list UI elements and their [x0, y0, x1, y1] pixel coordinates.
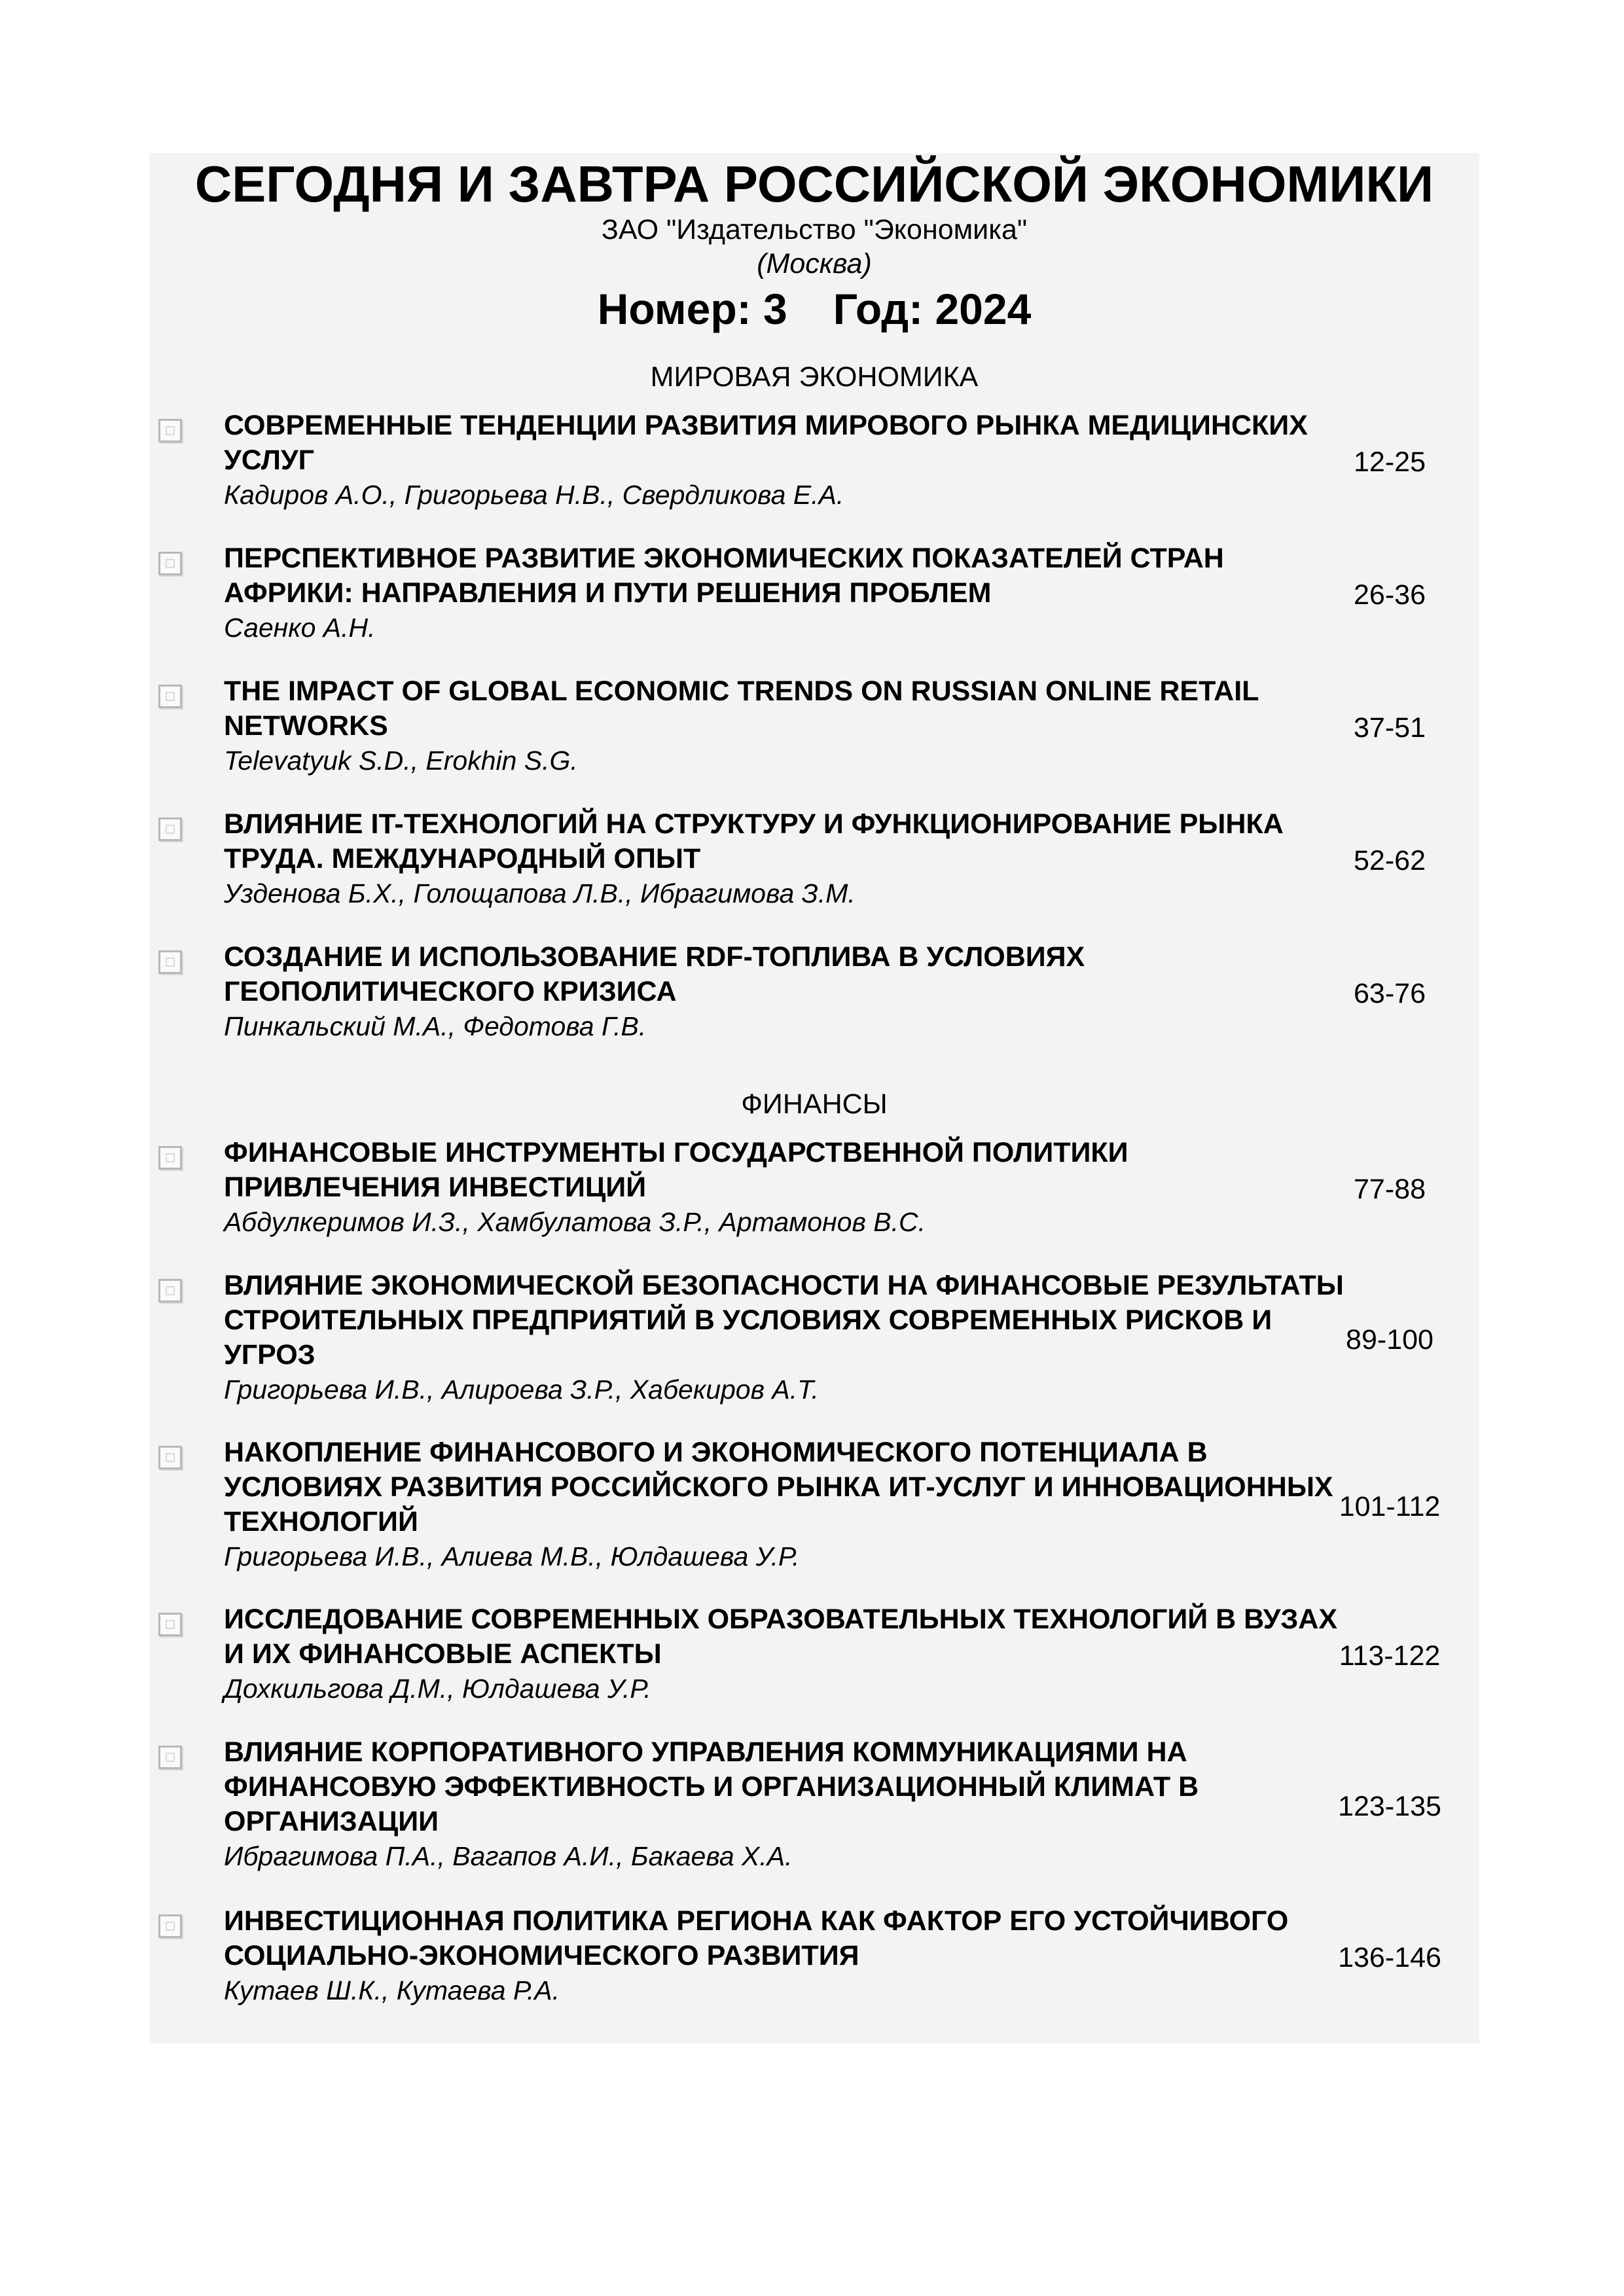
- select-checkbox[interactable]: [158, 685, 182, 708]
- article-title[interactable]: ФИНАНСОВЫЕ ИНСТРУМЕНТЫ ГОСУДАРСТВЕННОЙ ПОЛИТИКИ ПРИВЛЕЧЕНИЯ ИНВЕСТИЦИЙ: [224, 1137, 1128, 1203]
- article-pages: 101-112: [1339, 1491, 1441, 1522]
- select-checkbox[interactable]: [158, 419, 182, 442]
- article-authors: Григорьева И.В., Алиева М.В., Юлдашева У.Р.: [224, 1541, 800, 1571]
- article-pages: 63-76: [1354, 978, 1426, 1009]
- article-pages: 26-36: [1354, 579, 1426, 611]
- article-pages: 113-122: [1339, 1640, 1441, 1672]
- article-authors: Пинкальский М.А., Федотова Г.В.: [224, 1011, 647, 1041]
- article-authors: Кутаев Ш.К., Кутаева Р.А.: [224, 1975, 560, 2005]
- article-pages: 89-100: [1346, 1324, 1434, 1355]
- article-title[interactable]: НАКОПЛЕНИЕ ФИНАНСОВОГО И ЭКОНОМИЧЕСКОГО ПОТЕНЦИАЛА В УСЛОВИЯХ РАЗВИТИЯ РОССИЙСКОГО РЫНКА ИТ-УСЛУГ И ИННОВАЦИОННЫХ ТЕХНОЛОГИЙ: [224, 1437, 1333, 1537]
- select-checkbox[interactable]: [158, 1613, 182, 1636]
- article-authors: Дохкильгова Д.М., Юлдашева У.Р.: [224, 1674, 651, 1704]
- select-checkbox[interactable]: [158, 1446, 182, 1469]
- journal-header: [149, 153, 1479, 355]
- issue-number: Номер: 3: [597, 285, 787, 333]
- select-checkbox[interactable]: [158, 1914, 182, 1938]
- article-pages: 52-62: [1354, 845, 1426, 876]
- article-authors: Televatyuk S.D., Erokhin S.G.: [224, 745, 578, 776]
- publisher-name: ЗАО "Издательство "Экономика": [601, 214, 1028, 245]
- article-title[interactable]: ИНВЕСТИЦИОННАЯ ПОЛИТИКА РЕГИОНА КАК ФАКТОР ЕГО УСТОЙЧИВОГО СОЦИАЛЬНО-ЭКОНОМИЧЕСКОГО РАЗВИТИЯ: [224, 1905, 1289, 1971]
- article-authors: Саенко А.Н.: [224, 613, 376, 643]
- contents-sheet: [149, 153, 1479, 2043]
- article-title[interactable]: ВЛИЯНИЕ IT-ТЕХНОЛОГИЙ НА СТРУКТУРУ И ФУНКЦИОНИРОВАНИЕ РЫНКА ТРУДА. МЕЖДУНАРОДНЫЙ ОПЫТ: [224, 808, 1284, 874]
- article-pages: 12-25: [1354, 446, 1426, 478]
- publisher-city: (Москва): [757, 248, 872, 279]
- article-title[interactable]: ВЛИЯНИЕ КОРПОРАТИВНОГО УПРАВЛЕНИЯ КОММУНИКАЦИЯМИ НА ФИНАНСОВУЮ ЭФФЕКТИВНОСТЬ И ОРГАНИЗАЦИОННЫЙ КЛИМАТ В ОРГАНИЗАЦИИ: [224, 1736, 1199, 1837]
- article-title[interactable]: ИССЛЕДОВАНИЕ СОВРЕМЕННЫХ ОБРАЗОВАТЕЛЬНЫХ ТЕХНОЛОГИЙ В ВУЗАХ И ИХ ФИНАНСОВЫЕ АСПЕКТЫ: [224, 1604, 1337, 1670]
- article-authors: Григорьева И.В., Алироева З.Р., Хабекиров А.Т.: [224, 1374, 819, 1405]
- article-title[interactable]: ПЕРСПЕКТИВНОЕ РАЗВИТИЕ ЭКОНОМИЧЕСКИХ ПОКАЗАТЕЛЕЙ СТРАН АФРИКИ: НАПРАВЛЕНИЯ И ПУТИ РЕШЕНИЯ ПРОБЛЕМ: [224, 543, 1224, 609]
- article-title[interactable]: СОВРЕМЕННЫЕ ТЕНДЕНЦИИ РАЗВИТИЯ МИРОВОГО РЫНКА МЕДИЦИНСКИХ УСЛУГ: [224, 410, 1308, 476]
- article-authors: Кадиров А.О., Григорьева Н.В., Свердликова Е.А.: [224, 480, 844, 510]
- issue-year: Год: 2024: [833, 285, 1032, 333]
- select-checkbox[interactable]: [158, 950, 182, 974]
- section-title-finance: ФИНАНСЫ: [741, 1088, 888, 1120]
- article-pages: 37-51: [1354, 712, 1426, 744]
- select-checkbox[interactable]: [158, 1146, 182, 1170]
- article-title[interactable]: ВЛИЯНИЕ ЭКОНОМИЧЕСКОЙ БЕЗОПАСНОСТИ НА ФИНАНСОВЫЕ РЕЗУЛЬТАТЫ СТРОИТЕЛЬНЫХ ПРЕДПРИЯТИЙ В УСЛОВИЯХ СОВРЕМЕННЫХ РИСКОВ И УГРОЗ: [224, 1270, 1344, 1371]
- article-pages: 136-146: [1338, 1942, 1441, 1973]
- article-authors: Ибрагимова П.А., Вагапов А.И., Бакаева Х.А.: [224, 1841, 793, 1871]
- article-pages: 123-135: [1338, 1791, 1441, 1822]
- journal-title: СЕГОДНЯ И ЗАВТРА РОССИЙСКОЙ ЭКОНОМИКИ: [194, 155, 1434, 213]
- select-checkbox[interactable]: [158, 1746, 182, 1769]
- select-checkbox[interactable]: [158, 817, 182, 841]
- article-title[interactable]: THE IMPACT OF GLOBAL ECONOMIC TRENDS ON RUSSIAN ONLINE RETAIL NETWORKS: [224, 675, 1259, 742]
- article-authors: Узденова Б.Х., Голощапова Л.В., Ибрагимова З.М.: [224, 878, 856, 908]
- select-checkbox[interactable]: [158, 1279, 182, 1302]
- article-pages: 77-88: [1354, 1174, 1426, 1205]
- article-authors: Абдулкеримов И.З., Хамбулатова З.Р., Артамонов В.С.: [224, 1207, 926, 1237]
- section-title-world-economy: МИРОВАЯ ЭКОНОМИКА: [650, 361, 979, 393]
- article-title[interactable]: СОЗДАНИЕ И ИСПОЛЬЗОВАНИЕ RDF-ТОПЛИВА В УСЛОВИЯХ ГЕОПОЛИТИЧЕСКОГО КРИЗИСА: [224, 941, 1085, 1007]
- issue-line: [149, 284, 1479, 334]
- select-checkbox[interactable]: [158, 552, 182, 575]
